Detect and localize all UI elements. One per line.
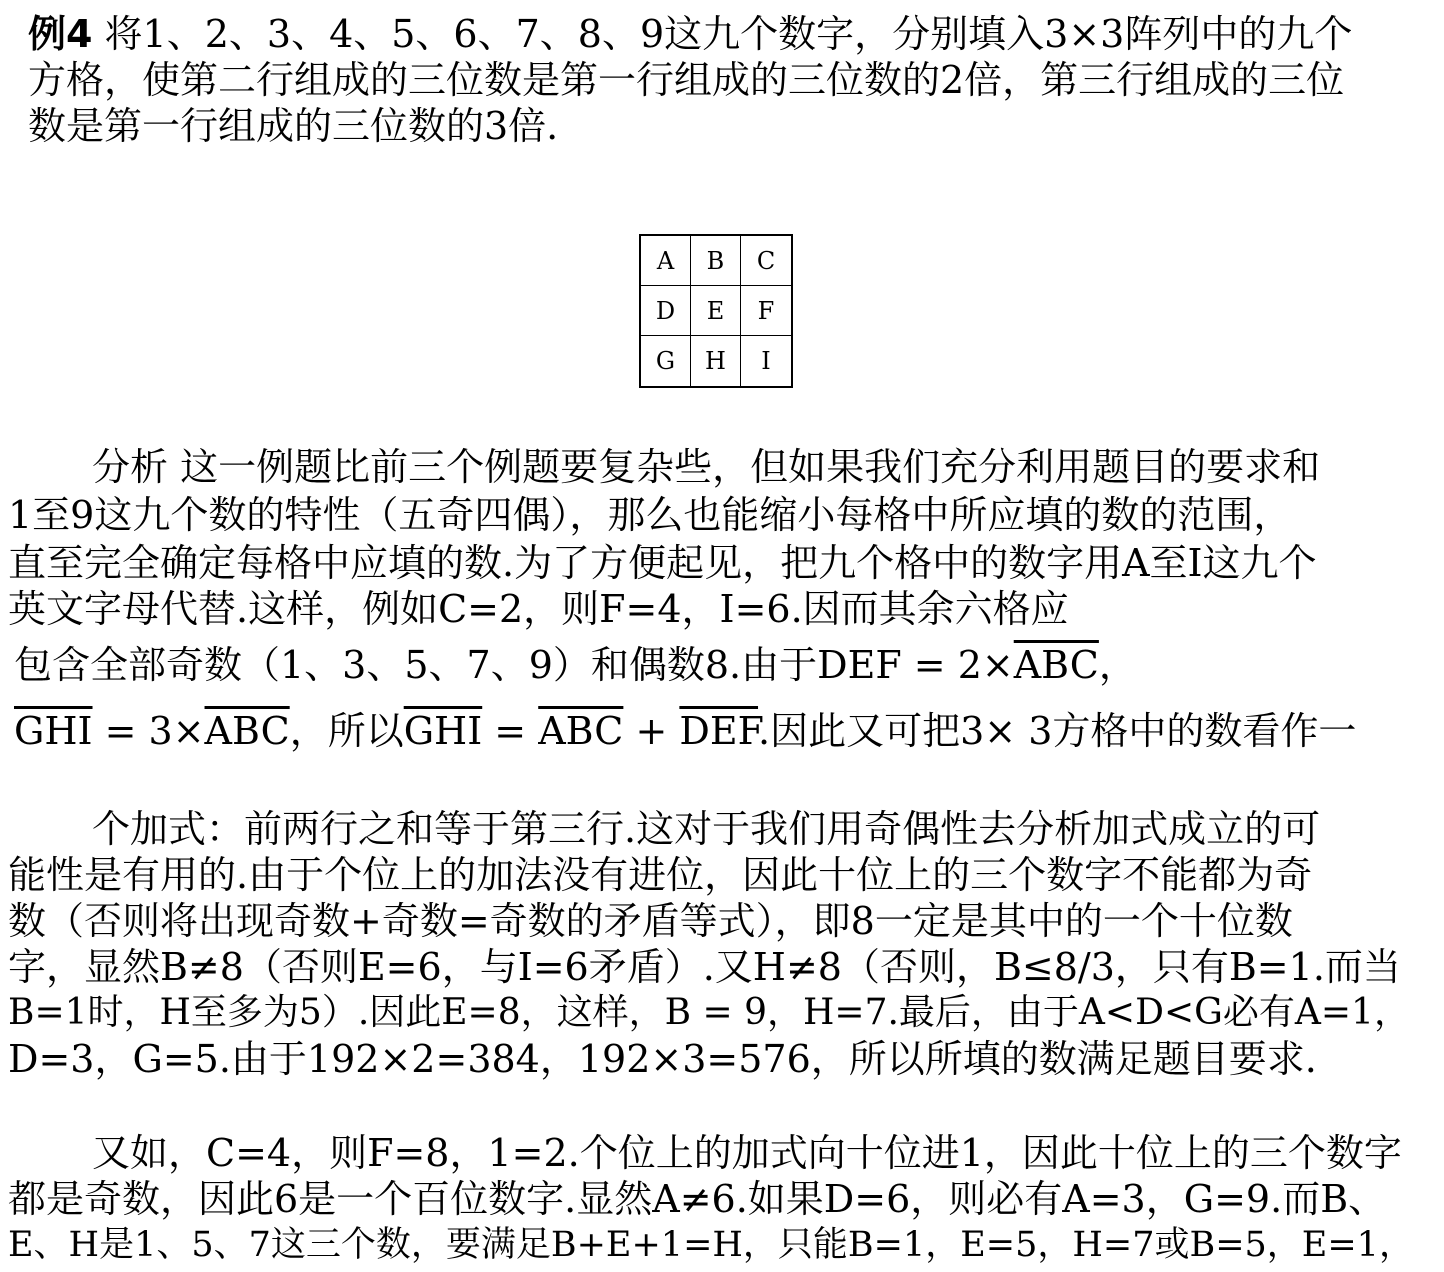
grid-cell-i: I xyxy=(761,347,771,375)
analysis-p2-line-5: B=1时，H至多为5）.因此E=8，这样，B = 9，H=7.最后，由于A<D<G必有A=1， xyxy=(8,992,1410,1033)
grid-cell-c: C xyxy=(741,236,791,286)
grid-cell-a: A xyxy=(641,236,691,286)
problem-text-1: 将1、2、3、4、5、6、7、8、9这九个数字，分别填入3×3阵列中的九个 xyxy=(104,12,1353,56)
problem-line-2: 方格，使第二行组成的三位数是第一行组成的三位数的2倍，第三行组成的三位 xyxy=(28,58,1345,102)
line6-eq2: = xyxy=(482,709,539,753)
analysis-p2-line-1: 个加式：前两行之和等于第三行.这对于我们用奇偶性去分析加式成立的可 xyxy=(92,807,1321,851)
problem-line-3: 数是第一行组成的三位数的3倍. xyxy=(28,104,559,148)
analysis-p2-line-4: 字，显然B≠8（否则E=6，与I=6矛盾）.又H≠8（否则，B≤8/3，只有B=1.而当 xyxy=(8,945,1401,989)
line6-post: .因此又可把3× 3方格中的数看作一 xyxy=(758,709,1357,753)
overline-abc-3: $\overline{ABC}$ xyxy=(538,709,624,753)
grid-cell-b: B xyxy=(691,236,741,286)
line6-eq: = 3× xyxy=(92,709,205,753)
overline-abc-2: $\overline{ABC}$ xyxy=(204,709,290,753)
overline-abc: $\overline{ABC}$ xyxy=(1013,643,1099,687)
grid-cell-e: E xyxy=(691,286,741,336)
grid-cell-d: D xyxy=(641,286,691,336)
analysis-p3-line-3: E、H是1、5、7这三个数，要满足B+E+1=H，只能B=1，E=5，H=7或B=5，E=1， xyxy=(8,1225,1414,1265)
line5-post: ， xyxy=(1098,643,1137,687)
analysis-line-1: 分析 这一例题比前三个例题要复杂些，但如果我们充分利用题目的要求和 xyxy=(92,445,1321,489)
problem-line-1 xyxy=(28,10,1352,58)
grid-cell-h: H xyxy=(691,336,741,386)
analysis-line-6 xyxy=(14,707,1356,755)
analysis-p2-line-3: 数（否则将出现奇数+奇数=奇数的矛盾等式），即8一定是其中的一个十位数 xyxy=(8,899,1293,943)
analysis-line-2: 1至9这九个数的特性（五奇四偶），那么也能缩小每格中所应填的数的范围， xyxy=(8,493,1292,537)
grid-cell-f: F xyxy=(741,286,791,336)
analysis-p2-line-6: D=3，G=5.由于192×2=384，192×3=576，所以所填的数满足题目要求. xyxy=(8,1037,1317,1081)
line6-plus: + xyxy=(623,709,680,753)
analysis-p2-line-2: 能性是有用的.由于个位上的加法没有进位，因此十位上的三个数字不能都为奇 xyxy=(8,853,1313,897)
overline-def: $\overline{DEF}$ xyxy=(679,709,759,753)
overline-ghi: $\overline{GHI}$ xyxy=(14,709,93,753)
analysis-p3-line-1: 又如，C=4，则F=8，1=2.个位上的加式向十位进1，因此十位上的三个数字 xyxy=(92,1131,1402,1175)
grid-cell-g: G xyxy=(641,336,691,386)
line5-text: 包含全部奇数（1、3、5、7、9）和偶数8.由于DEF = 2× xyxy=(14,643,1014,687)
line6-mid: ，所以 xyxy=(289,709,404,753)
letter-grid xyxy=(639,234,793,388)
analysis-line-3: 直至完全确定每格中应填的数.为了方便起见，把九个格中的数字用A至I这九个 xyxy=(8,541,1317,585)
overline-ghi-2: $\overline{GHI}$ xyxy=(403,709,483,753)
example-label: 例4 xyxy=(28,12,93,56)
analysis-p3-line-2: 都是奇数，因此6是一个百位数字.显然A≠6.如果D=6，则必有A=3，G=9.而B、 xyxy=(8,1177,1387,1221)
analysis-line-4: 英文字母代替.这样，例如C=2，则F=4，I=6.因而其余六格应 xyxy=(8,587,1069,631)
analysis-line-5 xyxy=(14,641,1137,689)
